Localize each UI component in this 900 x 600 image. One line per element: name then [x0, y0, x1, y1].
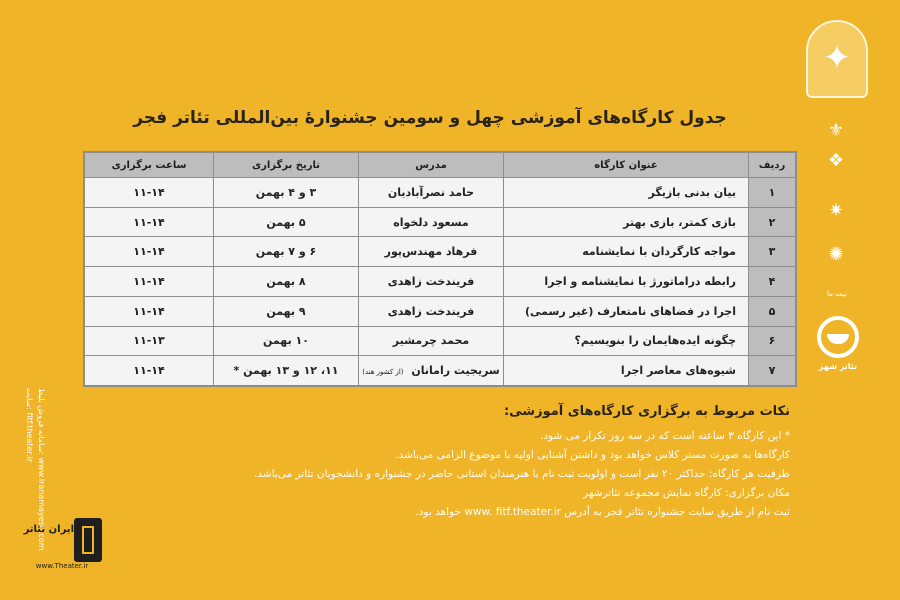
row-number: ۵	[749, 296, 796, 326]
table-row	[85, 178, 796, 208]
workshop-title: اجرا در فضاهای نامتعارف (غیر رسمی)	[504, 296, 749, 326]
row-number: ۷	[749, 356, 796, 386]
workshop-time: ۱۱-۱۴	[85, 267, 214, 297]
page-title: جدول کارگاه‌های آموزشی چهل و سومین جشنوارهٔ بین‌المللی تئاتر فجر	[133, 108, 727, 128]
teacher-name: فریندخت زاهدی	[359, 267, 504, 297]
teacher-cell	[359, 356, 504, 386]
note-line: ثبت نام از طریق سایت جشنواره تئاتر فجر به آدرس www. fitf.theater.ir خواهد بود.	[415, 506, 790, 518]
site-address-vertical: سایت: fitf.theater.ir	[25, 388, 34, 463]
table-row	[85, 296, 796, 326]
row-number: ۴	[749, 267, 796, 297]
table-row	[85, 326, 796, 356]
organization-logo-icon: ✷	[828, 200, 844, 221]
row-number: ۲	[749, 207, 796, 237]
watermark-url: www.Theater.ir	[35, 562, 89, 570]
workshop-time: ۱۱-۱۴	[85, 207, 214, 237]
municipality-logo-icon: ✺	[828, 244, 844, 265]
row-number: ۳	[749, 237, 796, 267]
emblem-icon: ⚜	[827, 120, 845, 141]
workshop-date: ۵ بهمن	[214, 207, 359, 237]
teacher-name: فریندخت زاهدی	[359, 296, 504, 326]
ticket-site-vertical: سامانه فروش بلیط: www.iranamayesh.com	[37, 388, 46, 551]
workshop-title: چگونه ایده‌هایمان را بنویسیم؟	[504, 326, 749, 356]
workshop-title: بازی کمتر، بازی بهتر	[504, 207, 749, 237]
workshop-date: ۸ بهمن	[214, 267, 359, 297]
workshop-date: ۳ و ۴ بهمن	[214, 178, 359, 208]
teacher-name: سریجیت رامانان	[411, 364, 500, 378]
workshop-time: ۱۱-۱۳	[85, 326, 214, 356]
header-time: ساعت برگزاری	[85, 153, 214, 178]
workshop-date: ۹ بهمن	[214, 296, 359, 326]
insurance-logo-label: بیمه ما	[827, 290, 847, 298]
table-row	[85, 267, 796, 297]
watermark-emblem-icon	[74, 518, 102, 562]
note-line: * این کارگاه ۳ ساعته است که در سه روز تکرار می شود.	[540, 430, 790, 442]
table-header-row	[85, 153, 796, 178]
table-row	[85, 237, 796, 267]
workshop-time: ۱۱-۱۴	[85, 296, 214, 326]
watermark-text: ایران تئاتر	[23, 524, 74, 535]
row-number: ۶	[749, 326, 796, 356]
teacher-name: حامد نصرآبادیان	[359, 178, 504, 208]
table-row	[85, 356, 796, 386]
calligraphy-emblem-icon: ✦	[822, 38, 852, 78]
teacher-name: محمد چرمشیر	[359, 326, 504, 356]
teacher-name: مسعود دلخواه	[359, 207, 504, 237]
header-date: تاریخ برگزاری	[214, 153, 359, 178]
note-line: کارگاه‌ها به صورت مستر کلاس خواهد بود و داشتن آشنایی اولیه با موضوع الزامی می‌باشد.	[395, 449, 790, 461]
header-teacher: مدرس	[359, 153, 504, 178]
notes-section	[250, 404, 790, 522]
header-row-number: ردیف	[749, 153, 796, 178]
festival-logo	[806, 20, 868, 98]
header-workshop: عنوان کارگاه	[504, 153, 749, 178]
workshop-title: شیوه‌های معاصر اجرا	[504, 356, 749, 386]
table-row	[85, 207, 796, 237]
teacher-name: فرهاد مهندس‌پور	[359, 237, 504, 267]
note-line: مکان برگزاری: کارگاه نمایش مجموعه تئاترشهر	[583, 487, 790, 499]
workshop-date: ۶ و ۷ بهمن	[214, 237, 359, 267]
notes-title: نکات مربوط به برگزاری کارگاه‌های آموزشی:	[503, 404, 790, 419]
workshop-title: بیان بدنی بازیگر	[504, 178, 749, 208]
workshop-date: ۱۰ بهمن	[214, 326, 359, 356]
teacher-country-note: (از کشور هند)	[362, 368, 404, 377]
note-line: ظرفیت هر کارگاه: حداکثر ۲۰ نفر است و اولویت ثبت نام با هنرمندان استانی حاضر در جشنواره و دانشجویان تئاتر می‌باشد.	[254, 468, 790, 480]
iran-theater-watermark	[22, 518, 102, 580]
workshop-date: ۱۱، ۱۲ و ۱۳ بهمن *	[214, 356, 359, 386]
theater-shahr-label: تئاتر شهر	[818, 362, 858, 371]
workshop-time: ۱۱-۱۴	[85, 237, 214, 267]
workshop-time: ۱۱-۱۴	[85, 178, 214, 208]
row-number: ۱	[749, 178, 796, 208]
workshop-title: رابطه دراماتورژ با نمایشنامه و اجرا	[504, 267, 749, 297]
workshop-table	[83, 151, 797, 387]
workshop-time: ۱۱-۱۴	[85, 356, 214, 386]
workshop-title: مواجه کارگردان با نمایشنامه	[504, 237, 749, 267]
ministry-logo-icon: ❖	[827, 150, 845, 171]
theater-shahr-logo	[817, 316, 859, 358]
